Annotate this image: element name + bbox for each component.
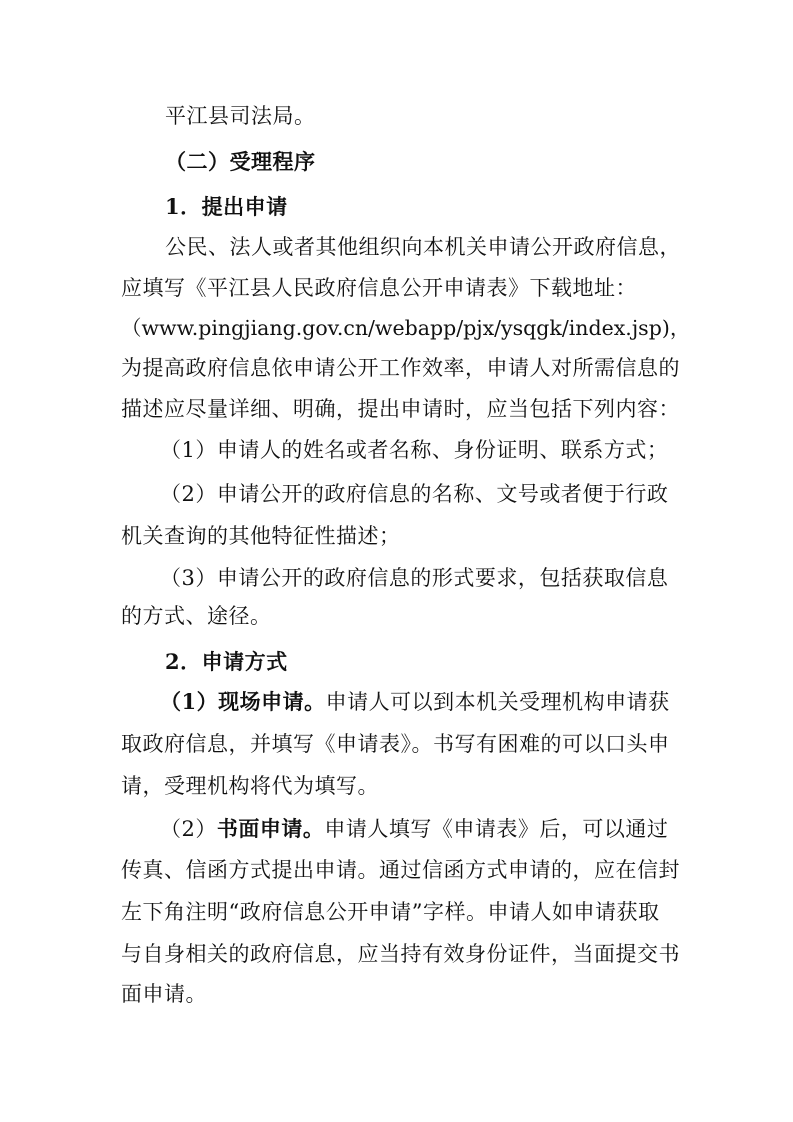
paragraph-line: 与自身相关的政府信息，应当持有效身份证件，当面提交书 [121,942,680,966]
section-heading: （二）受理程序 [165,149,316,174]
paragraph-line: 请，受理机构将代为填写。 [121,774,379,798]
paragraph-line: 公民、法人或者其他组织向本机关申请公开政府信息， [165,235,681,259]
item-text: 申请人可以到本机关受理机构申请获 [325,690,670,714]
item-title: （1）现场申请。 [160,689,326,714]
subsection-heading: 1．提出申请 [165,194,288,219]
list-item-continuation: 机关查询的其他特征性描述； [121,524,401,548]
paragraph-line: 左下角注明“政府信息公开申请”字样。申请人如申请获取 [121,900,660,924]
paragraph-line: 面申请。 [121,982,207,1006]
item-title: 书面申请。 [216,816,325,841]
item-number: （2） [160,817,217,841]
paragraph-line: 取政府信息，并填写《申请表》。书写有困难的可以口头申 [121,732,670,756]
download-url: （www.pingjiang.gov.cn/webapp/pjx/ysqgk/index.jsp)， [121,316,691,340]
list-item: （1）申请人的姓名或者名称、身份证明、联系方式； [160,438,669,462]
paragraph-line: 为提高政府信息依申请公开工作效率，申请人对所需信息的 [121,356,680,380]
item-text: 申请人填写《申请表》后，可以通过 [324,817,669,841]
paragraph-line: 应填写《平江县人民政府信息公开申请表》下载地址： [121,276,637,300]
list-item-continuation: 的方式、途径。 [121,604,272,628]
list-item [160,815,668,843]
paragraph-line: 描述应尽量详细、明确，提出申请时，应当包括下列内容： [121,397,680,421]
subsection-heading: 2．申请方式 [165,649,288,674]
list-item: （3）申请公开的政府信息的形式要求，包括获取信息 [160,566,669,590]
paragraph-line: 传真、信函方式提出申请。通过信函方式申请的，应在信封 [121,858,680,882]
list-item: （2）申请公开的政府信息的名称、文号或者便于行政 [160,482,669,506]
list-item [160,688,670,716]
text-line: 平江县司法局。 [165,104,316,128]
